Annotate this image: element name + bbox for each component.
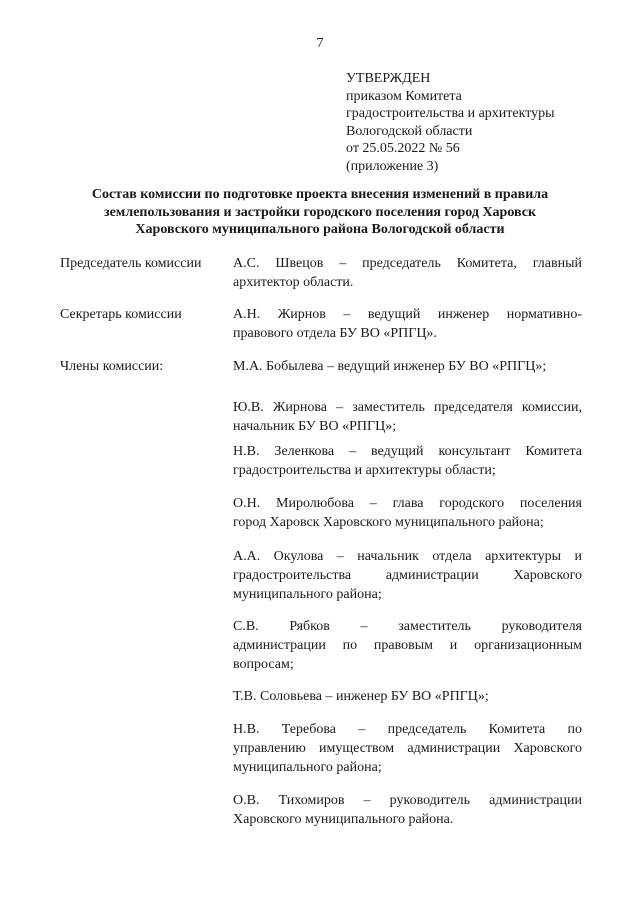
member-description-line: управлению имуществом администрации Харовского [233,741,582,756]
approval-line: (приложение 3) [346,158,439,174]
member-description-line: Харовского муниципального района. [233,812,454,827]
member-description-line: муниципального района; [233,587,382,602]
title-line: Состав комиссии по подготовке проекта внесения изменений в правила [91,187,549,202]
member-description-line: градостроительства и архитектуры области; [233,463,496,478]
member-description-line: Ю.В. Жирнова – заместитель председателя комиссии, [233,400,582,415]
member-description-line: правового отдела БУ ВО «РПГЦ». [233,326,437,341]
member-description [233,617,582,674]
approval-line: УТВЕРЖДЕН [346,71,431,86]
member-description-line: Т.В. Соловьева – инженер БУ ВО «РПГЦ»; [233,689,489,704]
member-description [233,398,582,436]
member-description [233,687,582,706]
member-description-line: муниципального района; [233,760,382,775]
member-description [233,791,582,829]
member-description [233,720,582,777]
approval-stamp [346,70,555,175]
title-line: землепользования и застройки городского поселения город Харовск [103,204,537,220]
approval-line: градостроительства и архитектуры [346,106,555,121]
member-description-line: администрации по правовым и организационным [233,638,582,653]
approval-line: от 25.05.2022 № 56 [346,141,460,156]
member-description-line: градостроительства администрации Харовского [233,568,582,583]
member-description-line: М.А. Бобылева – ведущий инженер БУ ВО «РПГЦ»; [233,359,547,374]
approval-line: приказом Комитета [346,88,462,104]
member-role: Председатель комиссии [60,256,202,271]
member-description-line: Н.В. Теребова – председатель Комитета по [233,722,582,737]
member-description [233,547,582,604]
member-description-line: А.С. Швецов – председатель Комитета, главный [233,256,582,271]
member-description-line: О.Н. Миролюбова – глава городского поселения [233,496,582,511]
member-description [233,305,582,343]
member-description-line: вопросам; [233,657,294,672]
member-description-line: начальник БУ ВО «РПГЦ»; [233,419,397,434]
member-description-line: город Харовск Харовского муниципального района; [233,515,544,530]
document-title [60,186,580,239]
member-description-line: Н.В. Зеленкова – ведущий консультант Комитета [233,444,582,459]
page-number: 7 [316,36,324,51]
member-description-line: архитектор области. [233,275,354,290]
member-description-line: А.А. Окулова – начальник отдела архитектуры и [233,549,582,564]
member-description-line: О.В. Тихомиров – руководитель администрации [233,793,582,808]
member-description [233,254,582,292]
member-description [233,357,582,376]
member-description [233,494,582,532]
title-line: Харовского муниципального района Вологодской области [135,222,505,237]
approval-line: Вологодской области [346,123,473,139]
member-description [233,442,582,480]
member-role: Члены комиссии: [60,359,164,374]
member-description-line: С.В. Рябков – заместитель руководителя [233,619,582,634]
member-description-line: А.Н. Жирнов – ведущий инженер нормативно- [233,307,582,322]
member-role: Секретарь комиссии [60,307,182,322]
